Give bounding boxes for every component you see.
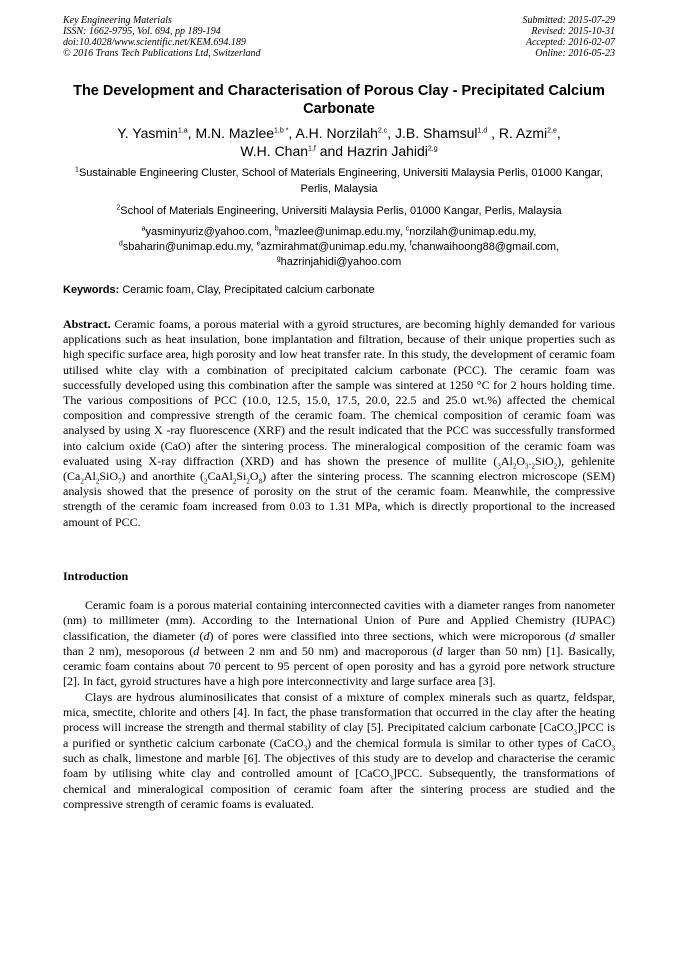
affiliation: $^1$Sustainable Engineering Cluster, School of Materials Engineering, Universiti Malaysia Perlis, 01000 Kangar, Perlis, Malaysia (75, 166, 603, 195)
email-link[interactable]: $^b$mazlee@unimap.edu.my, (274, 225, 406, 238)
date-online: Online: 2016-05-23 (535, 48, 615, 59)
journal-copyright: © 2016 Trans Tech Publications Ltd, Switzerland (63, 48, 261, 59)
paragraph: Clays are hydrous aluminosilicates that consist of a mixture of complex minerals such as quartz, feldspar, mica, smectite, chlorite and others [4]. In fact, the phase transformation that occurred in the clay after the heating process will increase the strength and thermal stability of clay [5]. Precipitated calcium carbonate [CaCO$_3$]PCC is a purified or synthetic calcium carbonate (CaCO$_3$) and the chemical formula is similar to other types of CaCO$_3$ such as chalk, limestone and marble [6]. The objectives of this study are to develop and characterise the ceramic foam by utilising white clay and controlled amount of [CaCO$_3$]PCC. Subsequently, the transformations of chemical and mineralogical composition of ceramic foam after the sintering process are studied and the compressive strength of ceramic foams is evaluated. (63, 689, 615, 811)
author: W.H. Chan$^{1,f}$ and (240, 143, 347, 159)
author: A.H. Norzilah$^{2,c}$, (295, 125, 396, 141)
email-link[interactable]: $^g$hazrinjahidi@yahoo.com (276, 255, 402, 268)
formula-mullite: $_3Al_2O_3._2SiO_2$ (497, 453, 558, 471)
paragraph: Ceramic foam is a porous material containing interconnected cavities with a diameter ranges from nanometer (nm) to millimeter (mm). According to the International Union of Pure and Applied Chemistry (IUPAC) classification, the diameter (d) of pores were classified into three sections, which were microporous (d smaller than 2 nm), mesoporous (d between 2 nm and 50 nm) and macroporous (d larger than 50 nm) [1]. Basically, ceramic foam contains about 70 percent to 95 percent of open porosity and has a gyroid pore network structure [2]. In fact, gyroid structures have a high pore interconnectivity and large surface area [3]. (63, 598, 615, 689)
introduction-body (63, 598, 615, 812)
journal-issn: ISSN: 1662-9795, Vol. 694, pp 189-194 (63, 26, 221, 37)
publication-dates (523, 15, 616, 59)
keywords-label: Keywords: (63, 284, 120, 296)
author: M.N. Mazlee$^{1,b *}$, (195, 125, 296, 141)
email-link[interactable]: $^e$azmirahmat@unimap.edu.my, (256, 240, 410, 253)
email-link[interactable]: $^f$chanwaihoong88@gmail.com, (409, 240, 560, 253)
date-submitted: Submitted: 2015-07-29 (522, 15, 615, 26)
journal-name: Key Engineering Materials (63, 15, 172, 26)
date-accepted: Accepted: 2016-02-07 (525, 37, 615, 48)
paper-title: The Development and Characterisation of Porous Clay - Precipitated Calcium Carbonate (73, 83, 605, 117)
keywords (63, 284, 615, 296)
journal-info (63, 15, 261, 59)
author: Y. Yasmin$^{1,a}$, (117, 125, 196, 141)
abstract-label: Abstract. (63, 317, 111, 331)
email-link[interactable]: $^a$yasminyuriz@yahoo.com, (141, 225, 275, 238)
abstract: Abstract. Ceramic foams, a porous material with a gyroid structures, are becoming highly demanded for various applications such as heat insulation, bone implantation and filtration, because of their unique properties such as high specific surface area, high porosity and low heat transfer rate. In this study, the development of ceramic foam utilised white clay with a combination of precipitated calcium carbonate (PCC). The ceramic foam was successfully developed using this combination after the sample was sintered at 1250 °C for 2 hours holding time. The various compositions of PCC (10.0, 12.5, 15.0, 17.5, 20.0, 22.5 and 25.0 wt.%) affected the chemical composition and compressive strength of the ceramic foam. The chemical composition of ceramic foam was analysed by using X -ray fluorescence (XRF) and the result indicated that the PCC was successfully transformed into calcium oxide (CaO) after the sintering process. The mineralogical composition of the ceramic foam was evaluated using X-ray diffraction (XRD) and has shown the presence of mullite $(_3Al_2O_3._2SiO_2)$, gehlenite $(Ca_2Al_2SiO_7)$ and anorthite $(_2CaAl_2Si_2O_8)$ after the sintering process. The scanning electron microscope (SEM) analysis showed that the presence of porosity on the strut of the ceramic foam. Meanwhile, the compressive strength of the ceramic foam increased from 0.03 to 1.31 MPa, which is directly proportional to the increased amount of PCC. (63, 317, 616, 529)
journal-doi: doi:10.4028/www.scientific.net/KEM.694.189 (63, 37, 246, 48)
author-emails (63, 225, 615, 270)
author: R. Azmi$^{2,e}$, (498, 125, 561, 141)
email-link[interactable]: $^d$sbaharin@unimap.edu.my, (118, 240, 257, 253)
author: Hazrin Jahidi$^{2,g}$ (346, 143, 438, 159)
author-list (63, 124, 615, 160)
formula-anorthite: $_2CaAl_2Si_2O_8$ (204, 469, 263, 486)
email-link[interactable]: $^c$norzilah@unimap.edu.my, (405, 225, 537, 238)
keywords-text: Ceramic foam, Clay, Precipitated calcium carbonate (122, 284, 375, 296)
author: J.B. Shamsul$^{1,d}$ , (395, 125, 499, 141)
affiliation: $^2$School of Materials Engineering, Universiti Malaysia Perlis, 01000 Kangar, Perlis, Malaysia (116, 204, 562, 217)
section-heading-introduction: Introduction (63, 569, 129, 583)
date-revised: Revised: 2015-10-31 (531, 26, 615, 37)
formula-gehlenite: $Ca_2Al_2SiO_7$ (67, 469, 122, 486)
